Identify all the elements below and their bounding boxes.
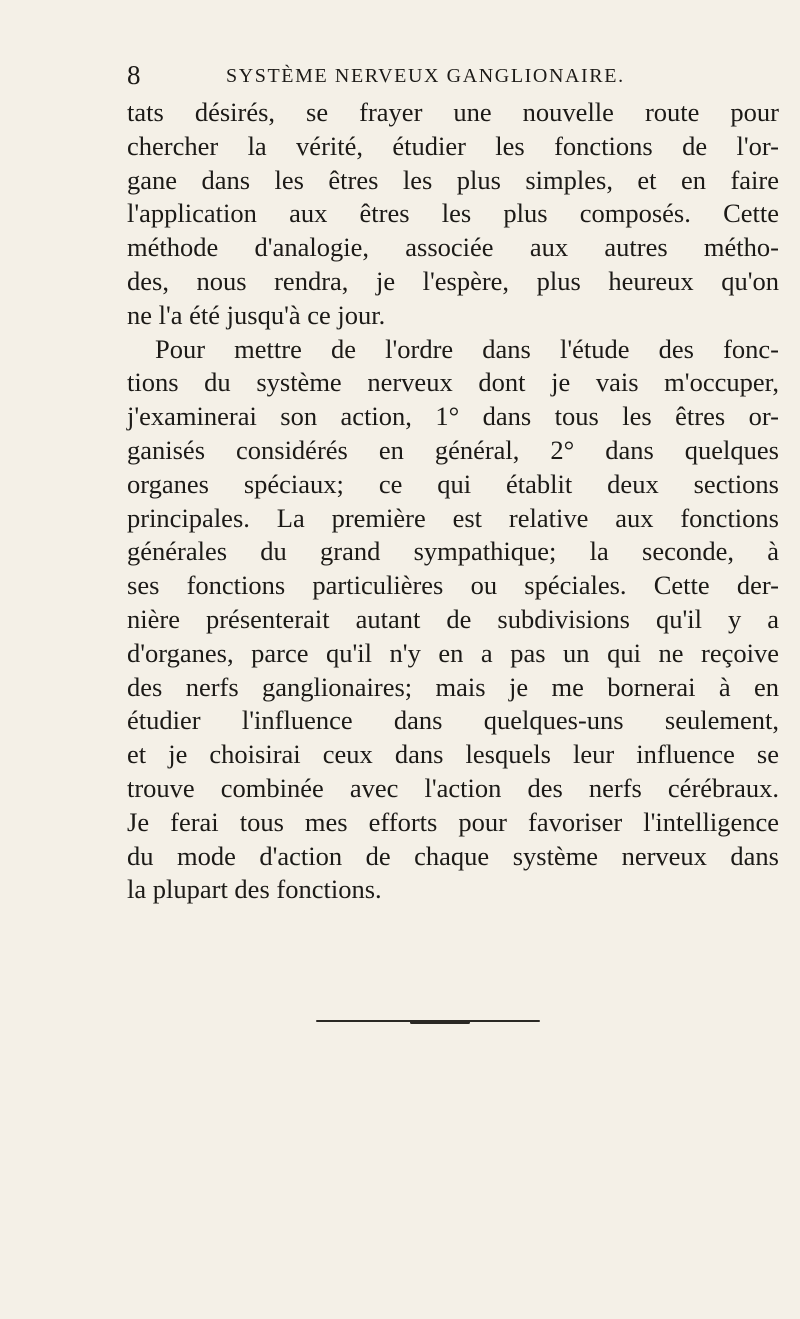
- text-line: principales. La première est relative aux fonctions: [127, 502, 779, 533]
- text-line: tats désirés, se frayer une nouvelle route pour: [127, 97, 779, 127]
- page-number: 8: [127, 60, 141, 90]
- text-line: générales du grand sympathique; la seconde, à: [127, 536, 779, 567]
- text-line: étudier l'influence dans quelques-uns seulement,: [127, 705, 779, 736]
- text-line: ne l'a été jusqu'à ce jour.: [127, 299, 386, 330]
- text-line: chercher la vérité, étudier les fonctions de l'or-: [127, 130, 779, 161]
- running-head: [127, 60, 777, 90]
- text-line: organes spéciaux; ce qui établit deux sections: [127, 468, 779, 499]
- text-line: méthode d'analogie, associée aux autres métho-: [127, 232, 779, 263]
- running-title: SYSTÈME NERVEUX GANGLIONAIRE.: [226, 65, 625, 87]
- text-line: Pour mettre de l'ordre dans l'étude des fonc-: [155, 333, 779, 364]
- text-line: la plupart des fonctions.: [127, 874, 382, 905]
- text-line: et je choisirai ceux dans lesquels leur influence se: [127, 739, 779, 770]
- text-line: des nerfs ganglionaires; mais je me bornerai à en: [127, 671, 779, 702]
- text-line: gane dans les êtres les plus simples, et en faire: [127, 164, 779, 195]
- text-line: du mode d'action de chaque système nerveux dans: [127, 840, 779, 871]
- text-line: j'examinerai son action, 1° dans tous les êtres or-: [127, 401, 779, 432]
- text-line: tions du système nerveux dont je vais m'occuper,: [127, 367, 779, 398]
- body-text: [127, 96, 779, 907]
- text-line: trouve combinée avec l'action des nerfs cérébraux.: [127, 772, 779, 803]
- text-line: l'application aux êtres les plus composés. Cette: [127, 198, 779, 229]
- text-line: Je ferai tous mes efforts pour favoriser l'intelligence: [127, 806, 779, 837]
- text-line: ganisés considérés en général, 2° dans quelques: [127, 434, 779, 465]
- text-line: nière présenterait autant de subdivisions qu'il y a: [127, 603, 779, 634]
- section-divider-thick: [410, 1021, 470, 1024]
- text-line: d'organes, parce qu'il n'y en a pas un qui ne reçoive: [127, 637, 779, 668]
- text-line: des, nous rendra, je l'espère, plus heureux qu'on: [127, 265, 779, 296]
- text-line: ses fonctions particulières ou spéciales. Cette der-: [127, 570, 779, 601]
